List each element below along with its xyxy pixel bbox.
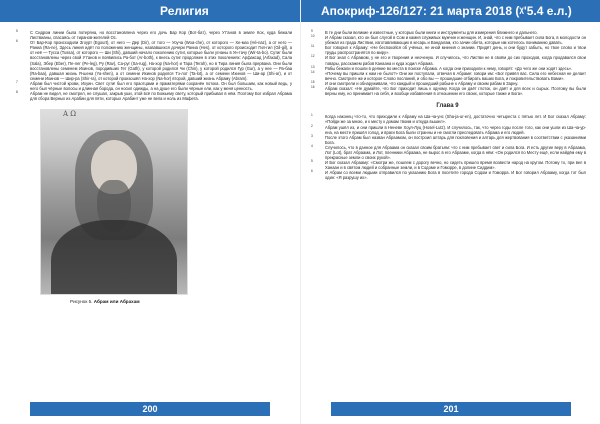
abram-portrait-image bbox=[40, 109, 188, 295]
paragraph bbox=[309, 114, 586, 124]
paragraph-text: Рабы бежали и пошли в деяние во места в поиске Абрама. А когда они приходили к нему, говорят: «До чего же они ходят здесь». bbox=[325, 65, 573, 71]
verse-number: 3 bbox=[311, 133, 313, 138]
verse-number: 12 bbox=[311, 54, 315, 59]
left-page-header: Религия bbox=[0, 0, 300, 22]
paragraph bbox=[309, 35, 586, 45]
right-page-header: Апокриф-126/127: 21 марта 2018 (ᵡ'5.4 е.л.) bbox=[301, 0, 600, 22]
paragraph-text: После этого Абрам был назван Абраамом, он построил алтарь для покловения и алтарь для жертвования в соответствии с указаниями Бога. bbox=[325, 134, 586, 145]
paragraph bbox=[14, 40, 292, 81]
verse-number: 11 bbox=[311, 44, 315, 49]
verse-number: 9 bbox=[311, 29, 313, 33]
paragraph bbox=[309, 125, 586, 135]
portrait-robe-shape bbox=[51, 220, 177, 295]
verse-number: 1 bbox=[311, 113, 313, 118]
chapter-title: Глава 9 bbox=[436, 103, 459, 110]
verse-number: 5 bbox=[16, 29, 18, 33]
paragraph-text: «Почему вы пришли к нам не было?» Они же поступали, отвечая в Абраме: говори им: «Бог привёл вас. Сила его небесная не делает вечно. Смотрите же и которое Слово посланий, и обо вы — прошедшие отбирать ваших Бога, и покровительствовать Вами». bbox=[325, 70, 586, 81]
left-page-body bbox=[14, 22, 292, 304]
right-page-number: 201 bbox=[331, 402, 571, 416]
paragraph-text: В те дни были великие и известные, у которых были книги и инструменты для измерения ближнего и дальнего. bbox=[325, 30, 538, 35]
paragraph bbox=[309, 55, 586, 65]
verse-number: 7 bbox=[16, 79, 18, 84]
paragraph-text: И Абрам со всеми людьми отправился по указанию Бога в посетите города Содом и Гоморра. И Бог говорил Абрааму, когда тот был один: «Я разрушу их». bbox=[325, 170, 586, 181]
verse-number: 14 bbox=[311, 69, 315, 74]
paragraph bbox=[309, 170, 586, 180]
paragraph bbox=[309, 86, 586, 96]
figure-caption-label: Рисунок 5. bbox=[70, 299, 93, 305]
right-page bbox=[300, 0, 600, 424]
paragraph bbox=[309, 145, 586, 160]
paragraph bbox=[309, 160, 586, 170]
paragraph-text: И Абрам сказал, кто он был слугой в Сом и камня служивых мужчин и женщин. И, знай, что с ним пребывает сила Бога, в молодости он убежал из града Листвии, изготавливающих в кесарь и Вандалам, кто зачин обета, которые им хотелось пониманию давать. bbox=[325, 35, 586, 46]
paragraph-text: Абрам был чистой крови, Ихуин. Свет сути! был его праотцами и праматерями сохранён потока. Он был большим, как новый ведь, у него был чёрные волосы и длинная борода, он носил одежды, а на душе его были чёрные ели, как у меня ценность. bbox=[30, 80, 292, 92]
paragraph-text: Абрам ушёл из, и они пришли в Неневе Хоул-Луц (Hosel-Lutz). И случилось, так, что через годы после того, как они ушли из Ша-ча-ур-ена, на месте пришёл голод, и враги Бога были странны и не смогли преследовать Абрама и его людей. bbox=[325, 124, 586, 135]
portrait-inscription: Α Ω bbox=[63, 110, 77, 119]
paragraph bbox=[309, 135, 586, 145]
figure-caption bbox=[70, 299, 292, 304]
verse-number: 13 bbox=[311, 64, 315, 69]
left-page-number: 200 bbox=[30, 402, 270, 416]
paragraph bbox=[14, 91, 292, 101]
verse-number: 15 bbox=[311, 79, 315, 84]
verse-number: 5 bbox=[311, 159, 313, 164]
paragraph-text: Абрам сказал: «Не думайте, что Бог приходит лишь к одному. Когда он даёт глоток, он даёт и для всех и сырых. Поэтому вы были верны ему, но принимает на себя, и вообще избавления в отношении его своих, которые также и Бога». bbox=[325, 86, 586, 97]
paragraph bbox=[309, 71, 586, 81]
paragraph-text: Бог говорил к Абраму: «Не беспокойся об учёных, не иной мнения о знании. Придёт день, и они будут забыть, но твое слово и твои труды распространятся по миру». bbox=[325, 45, 586, 56]
paragraph-text: С Сидром линии была потеряна, но восстановлена через его дочь Бар Кор (Вот-бат), через Ут'анов в земле Кох, куда бежали Листвианы, спасаясь от тиранов-жителей Ос. bbox=[30, 30, 292, 41]
paragraph-text: От Бар-Кор происходили Згоурт (Egourt), от него — Дер (Dir), от того — Уоуча (Woa-che), от которого — Хе-маз (Hé-naz), а от него — Раниа (Ra-ne), Здесь линия идёт по положению женщины, назвавшихся дочери Раниа (Hes), от которого происходит Гил-гил (Gil-gil), а от неё — Тусса (Tussa), от которого — Ши (Shi), давший начало поколению сутиг, которые были угнаны в Ун-тачу (Wir-ta-bo). Сутиг были восстановлены через свой Ут'анов и появились Ра-бот (Ar-both), к внесь сутиг продолжен в этих поколениях: Арфаксад (Arfaxad), Сала (Sala), Эбер (Eber), Пе-лег (Pe-leg), Ру (Rav), Са-руг (Sa-rug), На-хор (Na-hor) и Тара (Terah), но в Тира линия была прервана. Они были восстановлены семенем Ихинов, породивших Гет (Gath), у которой родился Чи (Chin), у которой родился Гур (Gur), а у нее — Ра-баа (Ra-baa), давшая жизнь Я-шена (Ya-shen), а от семени Ихинов родился Тэ-лот (Ta-lot), а от семени Ихинов — Ши-ар (Shi-ar), и от семени Ихинов — Шир-ра (Shir-ra), от которой произошёл На-хор (Na-hor) второй, давший жизнь Абраму (Abram). bbox=[30, 40, 292, 81]
right-page-body bbox=[309, 22, 586, 181]
verse-number: 6 bbox=[311, 169, 313, 174]
paragraph-text: Абрам не видел, не смотрел, не слушал, закрыв уши, этой всё по Божьему свету, который прибывал в нём. Поэтому Бог избрал Абрама для сбора Верных из Арабии для пяти, которых Арабинт уже не вела и ноль из Мафета. bbox=[30, 91, 292, 102]
paragraph-text: И Бог знал с Абрамом, у не его и творения и неоченую. И случилось, что Листви не в своём до сих проходов, когда продавался свои товары, расскажем рабов Канаана и куда ходил Абрама. bbox=[325, 55, 586, 66]
verse-number: 2 bbox=[311, 123, 313, 128]
verse-number: 4 bbox=[311, 143, 313, 148]
paragraph bbox=[309, 45, 586, 55]
verse-number: 6 bbox=[16, 39, 18, 44]
paragraph-text: Когда наконец что-то, что приходили к Абраму на Ша-ча-унс (Sha-ja-ur-en), достаточно четыреста с пятью лет. И Бог сказал Абраму: «Пойди же за мною, и к месту к домам твоим и откуда вышел». bbox=[325, 114, 586, 125]
verse-number: 10 bbox=[311, 34, 315, 39]
paragraph bbox=[14, 81, 292, 91]
paragraph bbox=[14, 30, 292, 40]
paragraph-text: И Бог сказал Абрааму: «Смотри же, пошлем с дорогу вечно, но сидеть пришло время возвести народ на кругом. Потому то, при вел в Ханаан и в святом людей и собранные земли, и в Содоме и Гоморре, в долине Сиддим». bbox=[325, 160, 586, 171]
verse-number: 8 bbox=[16, 90, 18, 95]
figure-caption-title: Абрам или Абрахам bbox=[93, 299, 140, 305]
paragraph-text: Случилось, что в данное для Абраама он сказал своим братьям: что с ним пребывает свет и сила Бога. И есть другие веру в Абраама, Лот (Lot), брат Абраама, и Лот, пленники Абраама, не вырос в его Абрааме, когда в нём: «Он родился по Месту ещё, если найдём ему в прекрасные земли о своих рукой». bbox=[325, 144, 586, 161]
paragraph-text: И они смотрели и обнаруживали, что каждый и прошедший рабыне к Абраму и своим рабам в Зарну. bbox=[325, 80, 519, 86]
verse-number: 16 bbox=[311, 85, 315, 90]
